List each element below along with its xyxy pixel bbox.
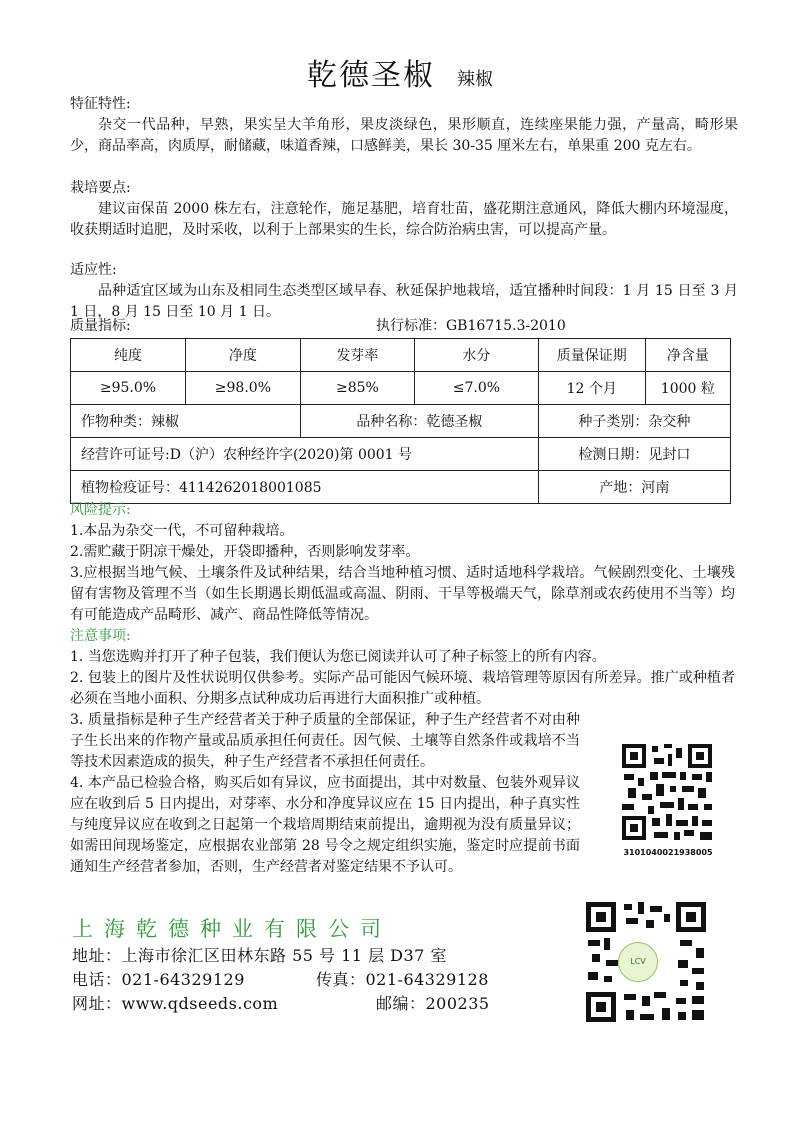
risk-item: 2.需贮藏于阴凉干燥处，开袋即播种，否则影响发芽率。 [70, 544, 420, 560]
notice-item: 1. 当您选购并打开了种子包装，我们便认为您已阅读并认可了种子标签上的所有内容。 [70, 649, 606, 665]
business-license: 经营许可证号:D（沪）农种经许字(2020)第 0001 号 [71, 438, 539, 471]
quality-standard: 执行标准：GB16715.3-2010 [376, 318, 566, 334]
risk-heading: 风险提示: [70, 502, 131, 518]
features-heading: 特征特性: [70, 96, 131, 112]
quality-header-cell: 净度 [185, 339, 300, 372]
notice-item: 3. 质量指标是种子生产经营者关于种子质量的全部保证，种子生产经营者不对由种子生长出来的作物产量或品质承担任何责任。因气候、土壤等自然条件或栽培不当等技术因素造成的损失，种子生产经营者不承担任何责任。 [70, 712, 580, 770]
features-section [70, 94, 738, 157]
quality-header-cell: 水分 [414, 339, 538, 372]
origin: 产地：河南 [538, 471, 730, 504]
quality-header-cell: 净含量 [645, 339, 730, 372]
quality-value-cell: ≤7.0% [414, 372, 538, 405]
risk-section [70, 500, 735, 626]
adaptability-heading: 适应性: [70, 262, 117, 278]
cultivation-text: 建议亩保苗 2000 株左右，注意轮作，施足基肥，培育壮苗，盛花期注意通风，降低大棚内环境湿度，收获期适时追肥，及时采收，以利于上部果实的生长，综合防治病虫害，可以提高产量。 [70, 201, 738, 238]
product-title [0, 50, 800, 94]
company-website[interactable]: 网址：www.qdseeds.com [72, 994, 279, 1013]
quality-value-cell: ≥95.0% [71, 372, 186, 405]
company-fax: 传真：021-64329128 [316, 970, 489, 989]
license-row [71, 438, 731, 471]
adaptability-text: 品种适宜区域为山东及相同生态类型区域早春、秋延保护地栽培，适宜播种时间段：1 月 15 日至 3 月 1 日，8 月 15 日至 10 月 1 日。 [70, 283, 738, 320]
quality-value-cell: ≥85% [300, 372, 414, 405]
adaptability-section [70, 260, 738, 323]
quality-header-row [71, 339, 731, 372]
notice-item: 2. 包装上的图片及性状说明仅供参考。实际产品可能因气候环境、栽培管理等原因有所差异。推广或种植者必须在当地小面积、分期多点试种成功后再进行大面积推广或种植。 [70, 670, 735, 707]
quality-header-cell: 发芽率 [300, 339, 414, 372]
notice-heading: 注意事项: [70, 628, 131, 644]
product-name: 乾德圣椒 [307, 58, 435, 93]
quality-heading: 质量指标: [70, 318, 131, 334]
quality-value-row [71, 372, 731, 405]
crop-type: 作物种类：辣椒 [71, 405, 301, 438]
features-text: 杂交一代品种，早熟，果实呈大羊角形，果皮淡绿色，果形顺直，连续座果能力强，产量高，畸形果少，商品率高，肉质厚，耐储藏，味道香辣，口感鲜美，果长 30-35 厘米左右，单果重 200 克左右。 [70, 117, 738, 154]
company-name: 上海乾德种业有限公司 [72, 917, 392, 941]
variety-name: 品种名称：乾德圣椒 [300, 405, 538, 438]
traceability-qr-code-icon [620, 742, 714, 842]
qr-code-number: 3101040021938005 [623, 848, 713, 857]
crop-info-row [71, 405, 731, 438]
notice-item: 4. 本产品已检验合格，购买后如有异议，应书面提出，其中对数量、包装外观异议应在收到后 5 日内提出，对芽率、水分和净度异议应在 15 日内提出，种子真实性与纯度异议应在收到之日起第一个栽培周期结束前提出，逾期视为没有质量异议；如需田间现场鉴定，应根据农业部第 28 号令之规定组织实施，鉴定时应提前书面通知生产经营者参加，否则，生产经营者对鉴定结果不予认可。 [70, 775, 580, 875]
quarantine-cert: 植物检疫证号：4114262018001085 [71, 471, 539, 504]
seed-type: 种子类别：杂交种 [538, 405, 730, 438]
quality-table [70, 338, 731, 504]
risk-item: 1.本品为杂交一代，不可留种栽培。 [70, 523, 294, 539]
quarantine-row [71, 471, 731, 504]
cultivation-heading: 栽培要点: [70, 180, 131, 196]
cultivation-section [70, 178, 738, 241]
company-phone: 电话：021-64329129 [72, 970, 245, 989]
risk-item: 3.应根据当地气候、土壤条件及试种结果，结合当地种植习惯、适时适地科学栽培。气候剧烈变化、土壤残留有害物及管理不当（如生长期遇长期低温或高温、阴雨、干旱等极端天气，除草剂或农药使用不当等）均有可能造成产品畸形、减产、商品性降低等情况。 [70, 565, 735, 623]
product-category: 辣椒 [457, 69, 493, 90]
test-date: 检测日期：见封口 [538, 438, 730, 471]
quality-value-cell: 1000 粒 [645, 372, 730, 405]
company-address: 地址：上海市徐汇区田林东路 55 号 11 层 D37 室 [72, 946, 447, 965]
quality-value-cell: 12 个月 [538, 372, 645, 405]
quality-header-cell: 质量保证期 [538, 339, 645, 372]
company-postcode: 邮编：200235 [376, 994, 490, 1013]
quality-value-cell: ≥98.0% [185, 372, 300, 405]
quality-header-cell: 纯度 [71, 339, 186, 372]
company-logo-icon: LCV [618, 942, 658, 982]
